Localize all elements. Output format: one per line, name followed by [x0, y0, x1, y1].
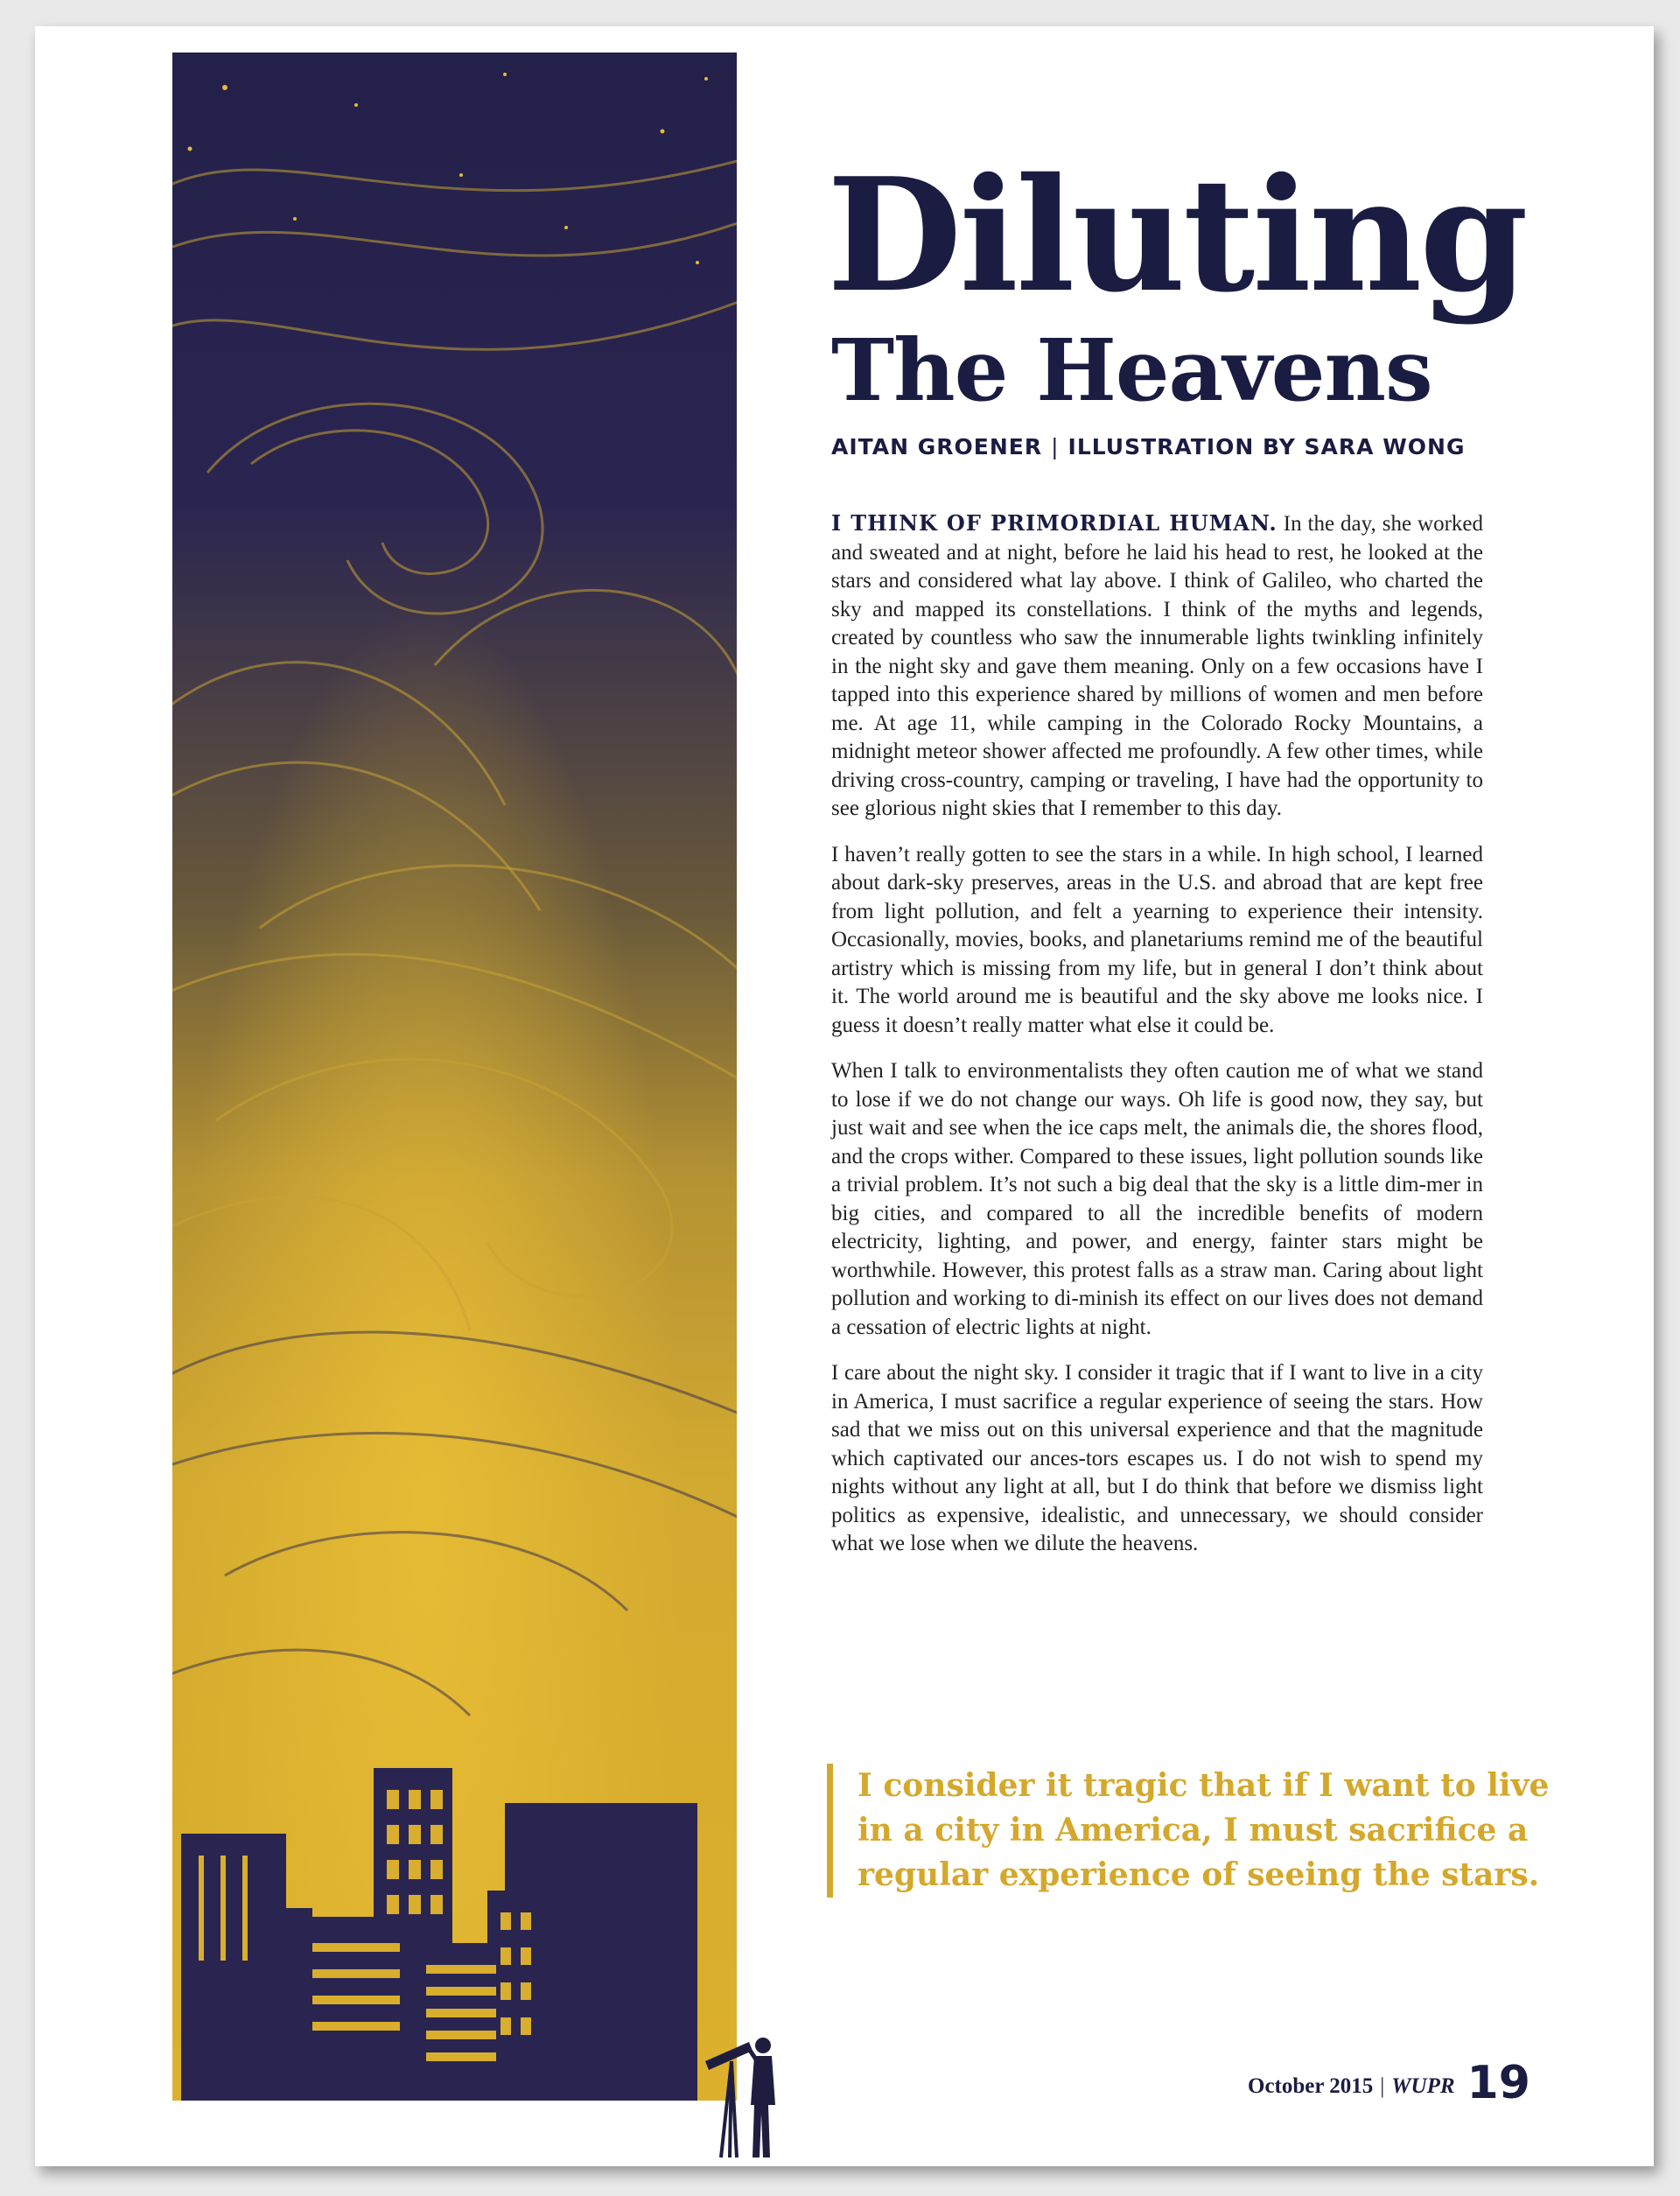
magazine-name: WUPR: [1391, 2074, 1455, 2098]
paragraph-1: [831, 509, 1483, 824]
paragraph-4: I care about the night sky. I consider it tragic that if I want to live in a city in America, I must sacrifice a regular experience of seeing the stars. How sad that we miss out on this universal experience and that the magnitude which captivated our ances-tors escapes us. I do not wish to spend my nights without any light at all, but I do think that before we dismiss light politics as expensive, idealistic, and unnecessary, we should consider what we lose when we dilute the heavens.: [831, 1361, 1483, 1555]
byline-separator: |: [1051, 434, 1060, 460]
lead-in: I THINK OF PRIMORDIAL HUMAN.: [831, 510, 1278, 536]
night-sky-city-illustration-icon: [172, 53, 737, 2101]
stargazer-with-telescope-icon: [698, 2026, 794, 2166]
article-title-line2: The Heavens: [831, 320, 1432, 420]
magazine-page: [35, 26, 1654, 2166]
paragraph-2: I haven’t really gotten to see the stars in a while. In high school, I learned about dark-sky preserves, areas in the U.S. and abroad that are kept free from light pollution, and felt a yearning to experience their intensity. Occasionally, movies, books, and planetariums remind me of the beautiful artistry which is missing from my life, but in general I don’t think about it. The world around me is beautiful and the sky above me looks nice. I guess it doesn’t really matter what else it could be.: [831, 842, 1483, 1037]
issue-date: October 2015: [1248, 2074, 1374, 2098]
pull-quote-line: I consider it tragic that if I want to live: [858, 1767, 1550, 1804]
article-body: [831, 509, 1483, 1576]
paragraph-3: When I talk to environmentalists they often caution me of what we stand to lose if we do not change our ways. Oh life is good now, they say, but just wait and see when the ice caps melt, the animals die, the shores flood, and the crops wither. Compared to these issues, light pollution sounds like a trivial problem. It’s not such a big deal that the sky is a little dim-mer in big cities, and compared to all the incredible benefits of modern electricity, lighting, and power, and energy, fainter stars might be worthwhile. However, this protest falls as a straw man. Caring about light pollution and working to di-minish its effect on our lives does not demand a cessation of electric lights at night.: [831, 1059, 1483, 1339]
article-title-line1: Diluting: [827, 144, 1526, 326]
pull-quote-line: in a city in America, I must sacrifice a: [858, 1812, 1529, 1849]
page-footer: [1248, 2057, 1530, 2109]
pull-quote: [827, 1764, 1550, 1898]
paragraph-1-text: In the day, she worked and sweated and at night, before he laid his head to rest, he looked at the stars and considered what lay above. I think of Galileo, who charted the sky and mapped its constellations. I think of the myths and legends, created by countless who saw the innumerable lights twinkling infinitely in the night sky and gave them meaning. Only on a few occasions have I tapped into this experience shared by millions of women and men before me. At age 11, while camping in the Colorado Rocky Mountains, a midnight meteor shower affected me profoundly. A few other times, while driving cross-country, camping or traveling, I have had the opportunity to see glorious night skies that I remember to this day.: [831, 512, 1484, 820]
byline: [831, 434, 1465, 460]
illustration-credit: ILLUSTRATION BY SARA WONG: [1068, 434, 1466, 460]
author-name: AITAN GROENER: [831, 434, 1043, 460]
pull-quote-line: regular experience of seeing the stars.: [858, 1856, 1540, 1893]
folio-separator: |: [1380, 2074, 1385, 2098]
page-number: 19: [1466, 2057, 1530, 2109]
